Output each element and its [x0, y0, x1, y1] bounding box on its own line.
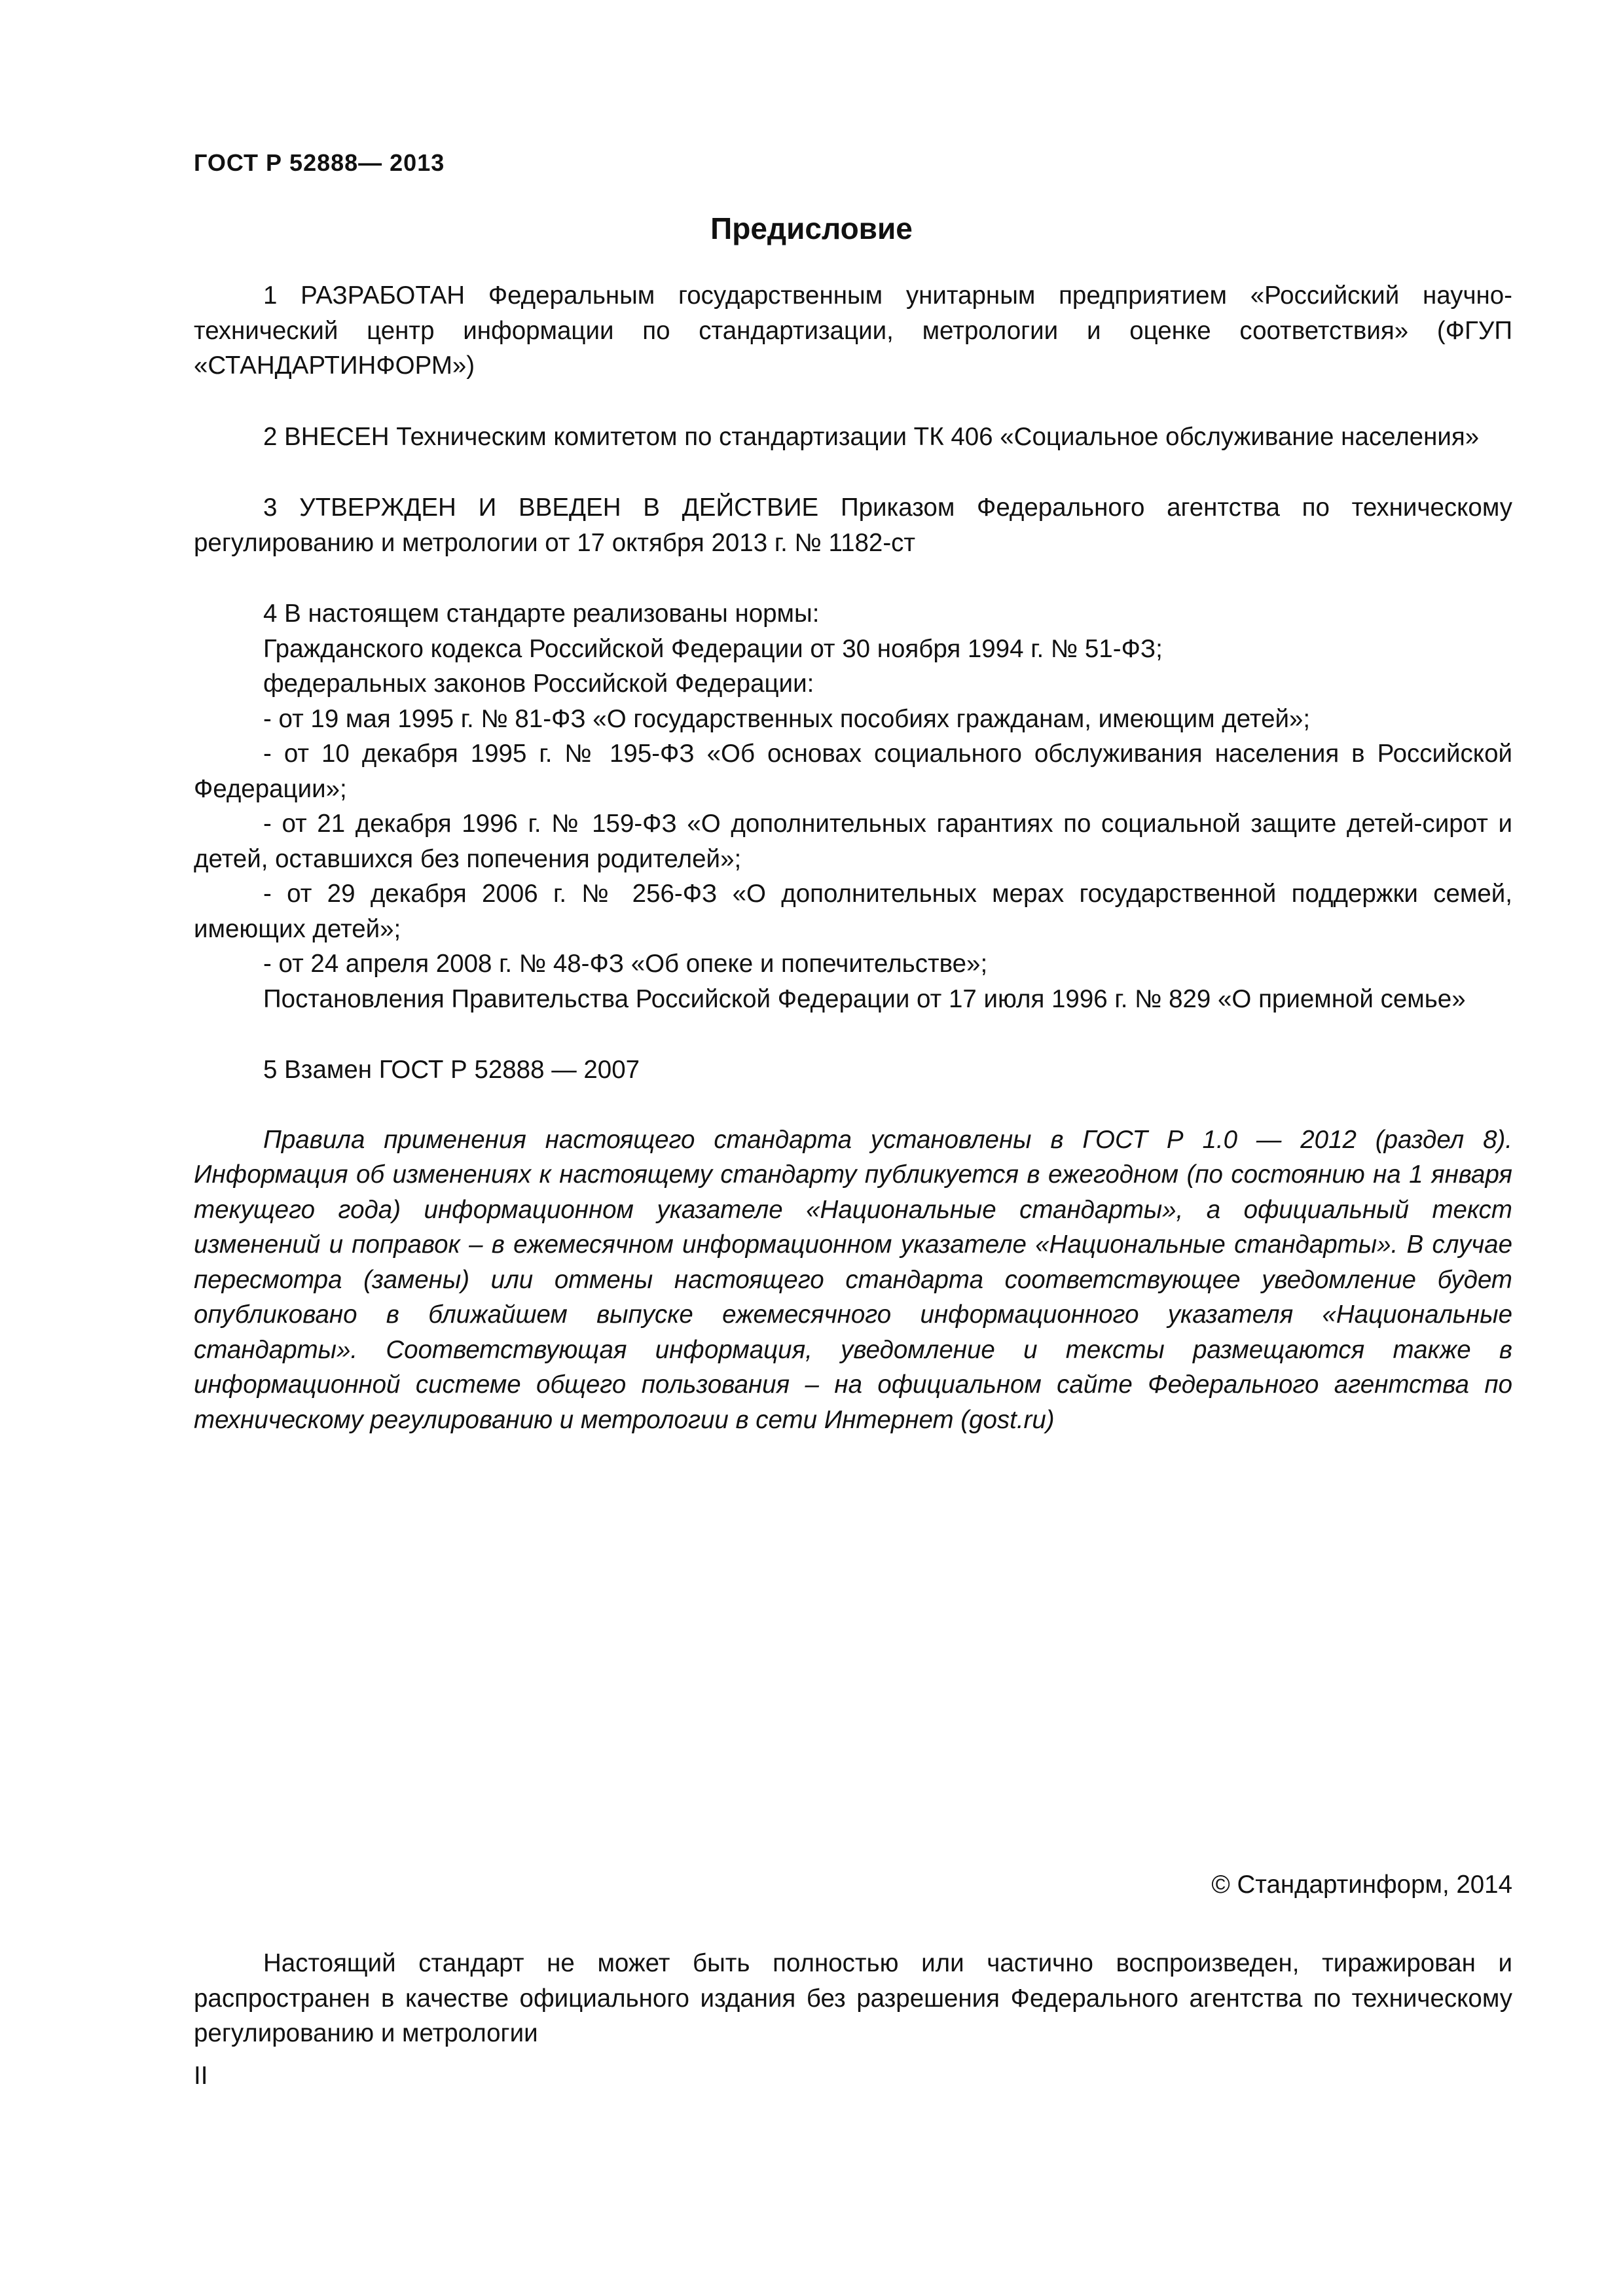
section-4-line: Гражданского кодекса Российской Федерации от 30 ноября 1994 г. № 51-ФЗ; — [263, 634, 1163, 663]
section-4-line: Постановления Правительства Российской Федерации от 17 июля 1996 г. № 829 «О приемной семье» — [263, 984, 1466, 1013]
section-2: 2 ВНЕСЕН Техническим комитетом по стандартизации ТК 406 «Социальное обслуживание населения» — [263, 422, 1480, 451]
section-4-line: - от 19 мая 1995 г. № 81-ФЗ «О государственных пособиях гражданам, имеющим детей»; — [263, 704, 1311, 733]
rights-notice-block — [194, 1946, 1512, 2051]
section-3: 3 УТВЕРЖДЕН И ВВЕДЕН В ДЕЙСТВИЕ Приказом Федерального агентства по техническому регулированию и метрологии от 17 октября 2013 г. № 1182-ст — [194, 493, 1512, 557]
standard-code: ГОСТ Р 52888— 2013 — [194, 149, 445, 176]
section-4-line: - от 10 декабря 1995 г. № 195-ФЗ «Об основах социального обслуживания населения в Российской Федерации»; — [194, 740, 1512, 803]
section-1: 1 РАЗРАБОТАН Федеральным государственным унитарным предприятием «Российский научно-технический центр информации по стандартизации, метрологии и оценке соответствия» (ФГУП «СТАНДАРТИНФОРМ») — [194, 281, 1512, 380]
section-4-line: - от 21 декабря 1996 г. № 159-ФЗ «О дополнительных гарантиях по социальной защите детей-сирот и детей, оставшихся без попечения родителей»; — [194, 810, 1512, 873]
page-number: II — [194, 2062, 208, 2090]
section-4-intro: 4 В настоящем стандарте реализованы нормы: — [263, 600, 820, 628]
rules-note: Правила применения настоящего стандарта установлены в ГОСТ Р 1.0 — 2012 (раздел 8). Информация об изменениях к настоящему стандарту публикуется в ежегодном (по состоянию на 1 января текущего года) информационном указателе «Национальные стандарты», а официальный текст изменений и поправок – в ежемесячном информационном указателе «Национальные стандарты». В случае пересмотра (замены) или отмены настоящего стандарта соответствующее уведомление будет опубликовано в ближайшем выпуске ежемесячного информационного указателя «Национальные стандарты». Соответствующая информация, уведомление и тексты размещаются также в информационной системе общего пользования – на официальном сайте Федерального агентства по техническому регулированию и метрологии в сети Интернет (gost.ru) — [194, 1125, 1512, 1434]
copyright-line: © Стандартинформ, 2014 — [1211, 1871, 1512, 1899]
page-title: Предисловие — [710, 211, 913, 245]
section-4-line: федеральных законов Российской Федерации: — [263, 670, 814, 698]
section-5: 5 Взамен ГОСТ Р 52888 — 2007 — [263, 1056, 640, 1084]
section-4-line: - от 24 апреля 2008 г. № 48-ФЗ «Об опеке и попечительстве»; — [263, 950, 988, 978]
preface-body — [194, 278, 1512, 1437]
section-4-line: - от 29 декабря 2006 г. № 256-ФЗ «О дополнительных мерах государственной поддержки семей, имеющих детей»; — [194, 880, 1512, 943]
rights-notice: Настоящий стандарт не может быть полностью или частично воспроизведен, тиражирован и распространен в качестве официального издания без разрешения Федерального агентства по техническому регулированию и метрологии — [194, 1949, 1512, 2047]
